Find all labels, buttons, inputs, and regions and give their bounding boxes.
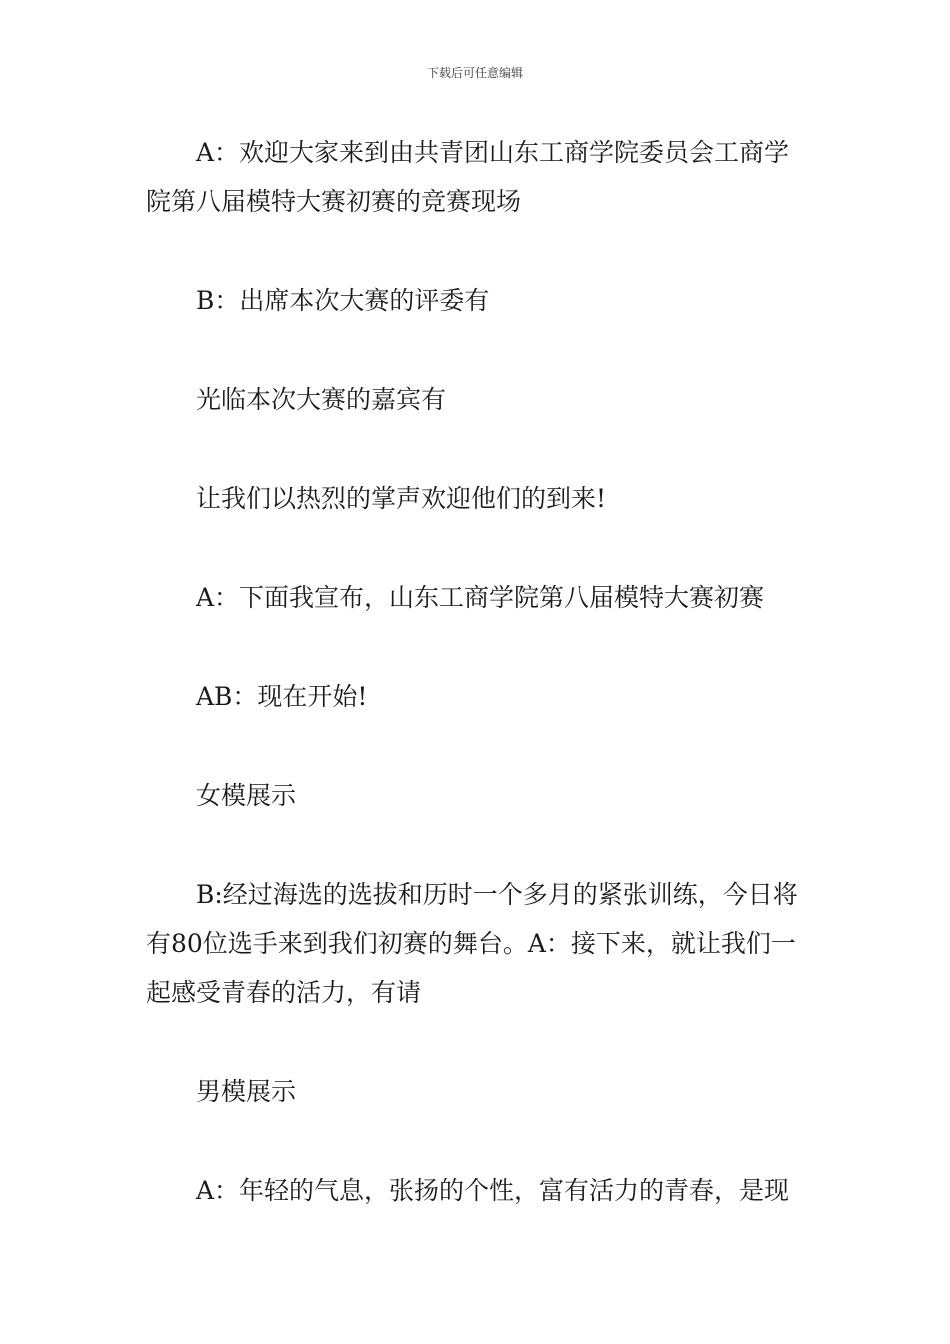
paragraph: A：欢迎大家来到由共青团山东工商学院委员会工商学院第八届模特大赛初赛的竞赛现场 [146, 138, 790, 216]
paragraph: 让我们以热烈的掌声欢迎他们的到来! [196, 484, 607, 513]
paragraph: 女模展示 [196, 781, 297, 810]
paragraph: AB：现在开始! [196, 682, 368, 711]
paragraph: 光临本次大赛的嘉宾有 [196, 385, 447, 414]
paragraph: A：下面我宣布，山东工商学院第八届模特大赛初赛 [196, 583, 765, 612]
page-header: 下载后可任意编辑 [426, 66, 523, 80]
document-body [146, 128, 810, 1265]
paragraph: B：出席本次大赛的评委有 [196, 286, 490, 315]
paragraph: A：年轻的气息，张扬的个性，富有活力的青春，是现 [196, 1176, 790, 1205]
paragraph: 男模展示 [196, 1077, 297, 1106]
paragraph: B:经过海选的选拔和历时一个多月的紧张训练，今日将有80位选手来到我们初赛的舞台。A：接下来，就让我们一起感受青春的活力，有请 [146, 880, 798, 1007]
